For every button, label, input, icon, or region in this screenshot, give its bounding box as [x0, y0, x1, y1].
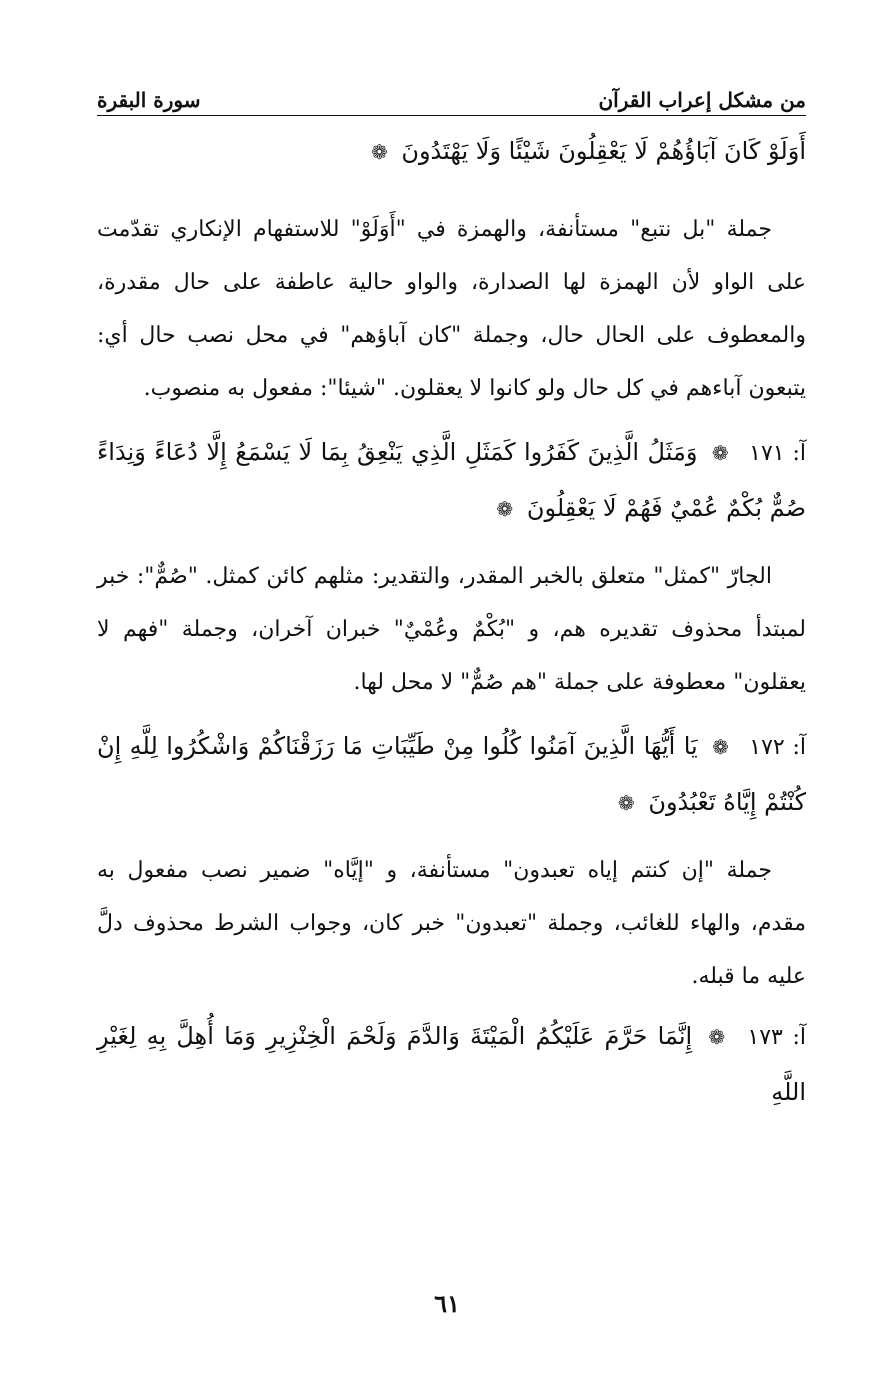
page-number: ٦١: [434, 1289, 460, 1318]
verse-text: وَمَثَلُ الَّذِينَ كَفَرُوا كَمَثَلِ الَّذِي يَنْعِقُ بِمَا لَا يَسْمَعُ إِلَّا دُعَاءً وَنِدَاءً صُمٌّ بُكْمٌ عُمْيٌ فَهُمْ لَا يَعْقِلُونَ: [97, 438, 806, 522]
verse-reference: آ: ١٧٣: [747, 1025, 806, 1050]
commentary-paragraph-1: جملة "بل نتبع" مستأنفة، والهمزة في "أَوَلَوْ" للاستفهام الإنكاري تقدّمت على الواو لأن الهمزة لها الصدارة، والواو حالية عاطفة على حال مقدرة، والمعطوف على الحال حال، وجملة "كان آباؤهم" في محل نصب حال أي: يتبعون آباءهم في كل حال ولو كانوا لا يعقلون. "شيئا": مفعول به منصوب.: [97, 217, 806, 401]
commentary-paragraph-2: الجارّ "كمثل" متعلق بالخبر المقدر، والتقدير: مثلهم كائن كمثل. "صُمٌّ": خبر لمبتدأ محذوف تقديره هم، و "بُكْمٌ وعُمْيٌ" خبران آخران، وجملة "فهم لا يعقلون" معطوفة على جملة "هم صُمٌّ" لا محل لها.: [97, 564, 806, 695]
verse-end-ornament-icon: ❁: [370, 140, 388, 164]
quran-verse-171: [97, 425, 806, 536]
book-title: من مشكل إعراب القرآن: [598, 88, 806, 112]
verse-text: إِنَّمَا حَرَّمَ عَلَيْكُمُ الْمَيْتَةَ وَالدَّمَ وَلَحْمَ الْخِنْزِيرِ وَمَا أُهِلَّ بِهِ لِغَيْرِ اللَّهِ: [97, 1022, 806, 1106]
verse-reference: آ: ١٧١: [749, 441, 806, 466]
verse-start-ornament-icon: ❁: [711, 441, 729, 465]
verse-text: أَوَلَوْ كَانَ آبَاؤُهُمْ لَا يَعْقِلُونَ شَيْئًا وَلَا يَهْتَدُونَ: [401, 137, 806, 165]
commentary-paragraph-3: جملة "إن كنتم إياه تعبدون" مستأنفة، و "إيَّاه" ضمير نصب مفعول به مقدم، والهاء للغائب، وجملة "تعبدون" خبر كان، وجواب الشرط محذوف دلَّ عليه ما قبله.: [97, 858, 806, 989]
verse-text: يَا أَيُّهَا الَّذِينَ آمَنُوا كُلُوا مِنْ طَيِّبَاتِ مَا رَزَقْنَاكُمْ وَاشْكُرُوا لِلَّهِ إِنْ كُنْتُمْ إِيَّاهُ تَعْبُدُونَ: [97, 732, 806, 816]
running-header: [97, 82, 806, 116]
page-content: [97, 124, 806, 1119]
verse-start-ornament-icon: ❁: [708, 1025, 726, 1049]
verse-reference: آ: ١٧٢: [749, 735, 806, 760]
quran-verse-173: [97, 1009, 806, 1119]
verse-end-ornament-icon: ❁: [496, 497, 514, 521]
quran-verse-172: [97, 719, 806, 830]
verse-end-ornament-icon: ❁: [617, 791, 635, 815]
surah-title: سورة البقرة: [97, 88, 201, 112]
verse-start-ornament-icon: ❁: [712, 735, 729, 759]
quran-verse-170-end: [97, 124, 806, 179]
